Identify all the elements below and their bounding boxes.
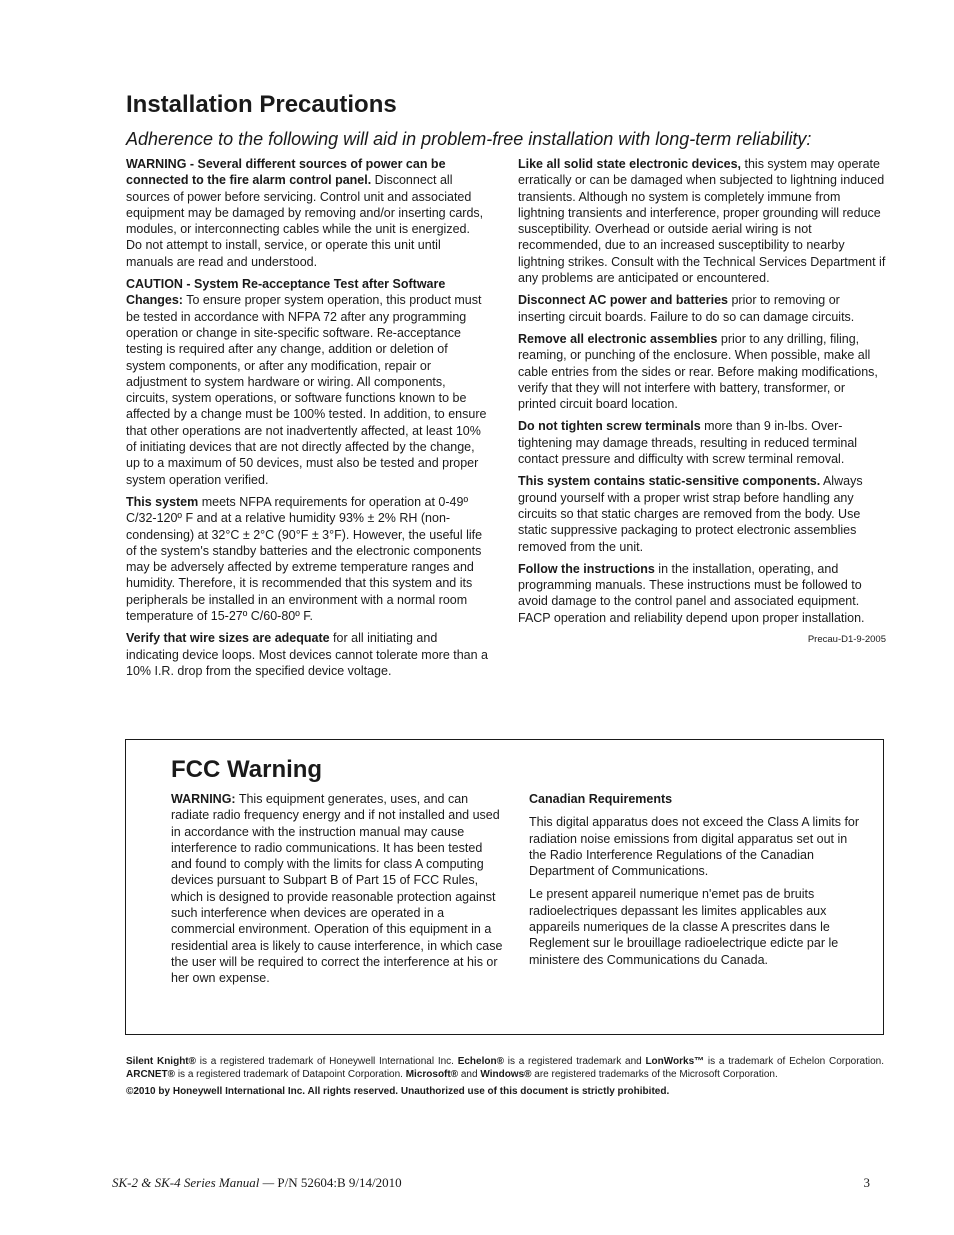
page-title: Installation Precautions bbox=[126, 91, 397, 118]
fcc-title: FCC Warning bbox=[171, 756, 323, 783]
fcc-warning-text: This equipment generates, uses, and can radiate radio frequency energy and if not installed and used in accordance with the instruction manual may cause interference to radio communications. It has been tested and found to comply with the limits for class A computing devices pursuant to Subpart B of Part 15 of FCC Rules, which is designed to provide reasonable protection against such interference when devices are operated in a commercial environment. Operation of this equipment in a residential area is likely to cause interference, in which case the user will be required to correct the interference at his or her own expense. bbox=[171, 792, 503, 986]
trademark-name: ARCNET® bbox=[126, 1068, 176, 1080]
precaution-paragraph bbox=[518, 473, 886, 554]
precaution-lead: This system contains static-sensitive components. bbox=[518, 474, 821, 489]
trademark-text: are registered trademarks of the Microsoft Corporation. bbox=[531, 1068, 778, 1080]
precaution-paragraph bbox=[126, 494, 488, 624]
footer-manual-info bbox=[112, 1175, 402, 1191]
precaution-text: this system may operate erratically or can be damaged when subjected to lightning induced transients. Although no system is completely immune from lightning transients and interference, proper grounding will reduce susceptibility. Overhead or outside aerial wiring is not recommended, due to an increased susceptibility to nearby lightning strikes. Consult with the Technical Services Department if any problems are anticipated or encountered. bbox=[518, 157, 886, 286]
fcc-right-column bbox=[529, 791, 864, 975]
copyright-notice: ©2010 by Honeywell International Inc. All rights reserved. Unauthorized use of this document is strictly prohibited. bbox=[126, 1086, 670, 1098]
precaution-text: To ensure proper system operation, this product must be tested in accordance with NFPA 72 after any programming operation or change in site-specific software. Re-acceptance testing is required after any change, addition or deletion of system components, or after any modification, repair or adjustment to system hardware or wiring. All components, circuits, system operations, or software functions known to be affected by a change must be 100% tested. In addition, to ensure that other operations are not inadvertently affected, at least 10% of initiating devices that are not directly affected by the change, up to a maximum of 50 devices, must also be tested and proper system operation verified. bbox=[126, 293, 487, 487]
precaution-paragraph bbox=[518, 418, 886, 467]
precaution-text: Disconnect all sources of power before servicing. Control unit and associated equipment may be damaged by removing and/or inserting cards, modules, or interconnecting cables while the unit is energized. Do not attempt to install, service, or operate this unit until manuals are read and understood. bbox=[126, 173, 484, 269]
trademark-name: Silent Knight® bbox=[126, 1056, 197, 1067]
precaution-paragraph bbox=[518, 331, 886, 412]
footer-part-number: P/N 52604:B 9/14/2010 bbox=[274, 1175, 402, 1190]
precaution-lead: Remove all electronic assemblies bbox=[518, 331, 718, 346]
precaution-lead: Follow the instructions bbox=[518, 561, 655, 576]
precaution-text: in the installation, operating, and programming manuals. These instructions must be followed to avoid damage to the control panel and associated equipment. FACP operation and reliability depend upon proper installation. bbox=[518, 561, 865, 625]
trademark-text: is a registered trademark and bbox=[503, 1056, 646, 1067]
precaution-paragraph bbox=[126, 276, 488, 488]
precaution-paragraph bbox=[126, 630, 488, 679]
trademark-text: is a trademark of Echelon Corporation. bbox=[704, 1056, 885, 1067]
precaution-text: for all initiating and indicating device loops. Most devices cannot tolerate more than a 10% I.R. drop from the specified device voltage. bbox=[126, 631, 489, 678]
document-reference: Precau-D1-9-2005 bbox=[807, 634, 886, 646]
left-column bbox=[126, 156, 488, 685]
trademark-notice bbox=[126, 1056, 884, 1104]
trademark-text: and bbox=[458, 1068, 481, 1080]
trademark-name: LonWorks™ bbox=[645, 1056, 705, 1067]
fcc-warning-paragraph bbox=[171, 791, 503, 987]
precaution-text: meets NFPA requirements for operation at 0-49º C/32-120º F and at a relative humidity 93% ± 2% RH (non-condensing) at 32°C ± 2°C (90°F ± 3°F). However, the useful life of the system's standby batteries and the electronic components may be adversely affected by extreme temperature ranges and humidity. Therefore, it is recommended that this system and its peripherals be installed in an environment with a normal room temperature of 15-27º C/60-80º F. bbox=[126, 494, 483, 624]
fcc-left-column bbox=[171, 791, 503, 994]
precaution-paragraph bbox=[518, 561, 886, 626]
trademark-name: Echelon® bbox=[457, 1056, 504, 1067]
page-number: 3 bbox=[863, 1175, 870, 1190]
trademark-paragraph bbox=[126, 1056, 884, 1081]
precaution-lead: Verify that wire sizes are adequate bbox=[126, 631, 330, 646]
precaution-lead: Disconnect AC power and batteries bbox=[518, 293, 728, 308]
precaution-text: prior to any drilling, filing, reaming, or punching of the enclosure. When possible, make all cable entries from the sides or rear. Before making modifications, verify that they will not interfere with battery, transformer, or printed circuit board location. bbox=[518, 331, 878, 412]
canadian-requirements-heading: Canadian Requirements bbox=[529, 792, 673, 806]
precaution-text: prior to removing or inserting circuit boards. Failure to do so can damage circuits. bbox=[518, 293, 855, 324]
trademark-name: Microsoft® bbox=[405, 1068, 459, 1080]
precaution-lead: Do not tighten screw terminals bbox=[518, 419, 701, 434]
canadian-french-text: Le present appareil numerique n'emet pas de bruits radioelectriques depassant les limites applicables aux appareils numeriques de la classe A prescrites dans le Reglement sur le brouillage radioelectrique edicte par le ministere des Communications du Canada. bbox=[529, 887, 839, 967]
trademark-text: is a registered trademark of Honeywell International Inc. bbox=[196, 1056, 458, 1067]
precaution-paragraph bbox=[518, 292, 886, 325]
right-column bbox=[518, 156, 886, 648]
precaution-lead: This system bbox=[126, 494, 199, 509]
trademark-name: Windows® bbox=[480, 1068, 532, 1080]
footer-manual-name: SK-2 & SK-4 Series Manual — bbox=[112, 1175, 275, 1190]
page-subtitle: Adherence to the following will aid in problem-free installation with long-term reliability: bbox=[126, 129, 812, 149]
precaution-lead: Like all solid state electronic devices, bbox=[518, 157, 742, 171]
canadian-english-text: This digital apparatus does not exceed the Class A limits for radiation noise emissions from digital apparatus set out in the Radio Interference Regulations of the Canadian Department of Communications. bbox=[529, 815, 860, 879]
precaution-lead: CAUTION - System Re-acceptance Test after Software Changes: bbox=[126, 277, 446, 308]
precaution-text: Always ground yourself with a proper wrist strap before handling any circuits so that static charges are removed from the body. Use static suppressive packaging to protect electronic assemblies removed from the unit. bbox=[518, 474, 863, 554]
precaution-paragraph bbox=[518, 156, 886, 286]
precaution-paragraph bbox=[126, 156, 488, 270]
precaution-lead: WARNING - Several different sources of power can be connected to the fire alarm control panel. bbox=[126, 157, 446, 188]
trademark-text: is a registered trademark of Datapoint Corporation. bbox=[175, 1068, 406, 1080]
fcc-warning-box bbox=[125, 739, 884, 1035]
fcc-warning-lead: WARNING: bbox=[171, 792, 236, 806]
precaution-text: more than 9 in-lbs. Over-tightening may damage threads, resulting in reduced terminal contact pressure and difficulty with screw terminal removal. bbox=[518, 419, 858, 467]
